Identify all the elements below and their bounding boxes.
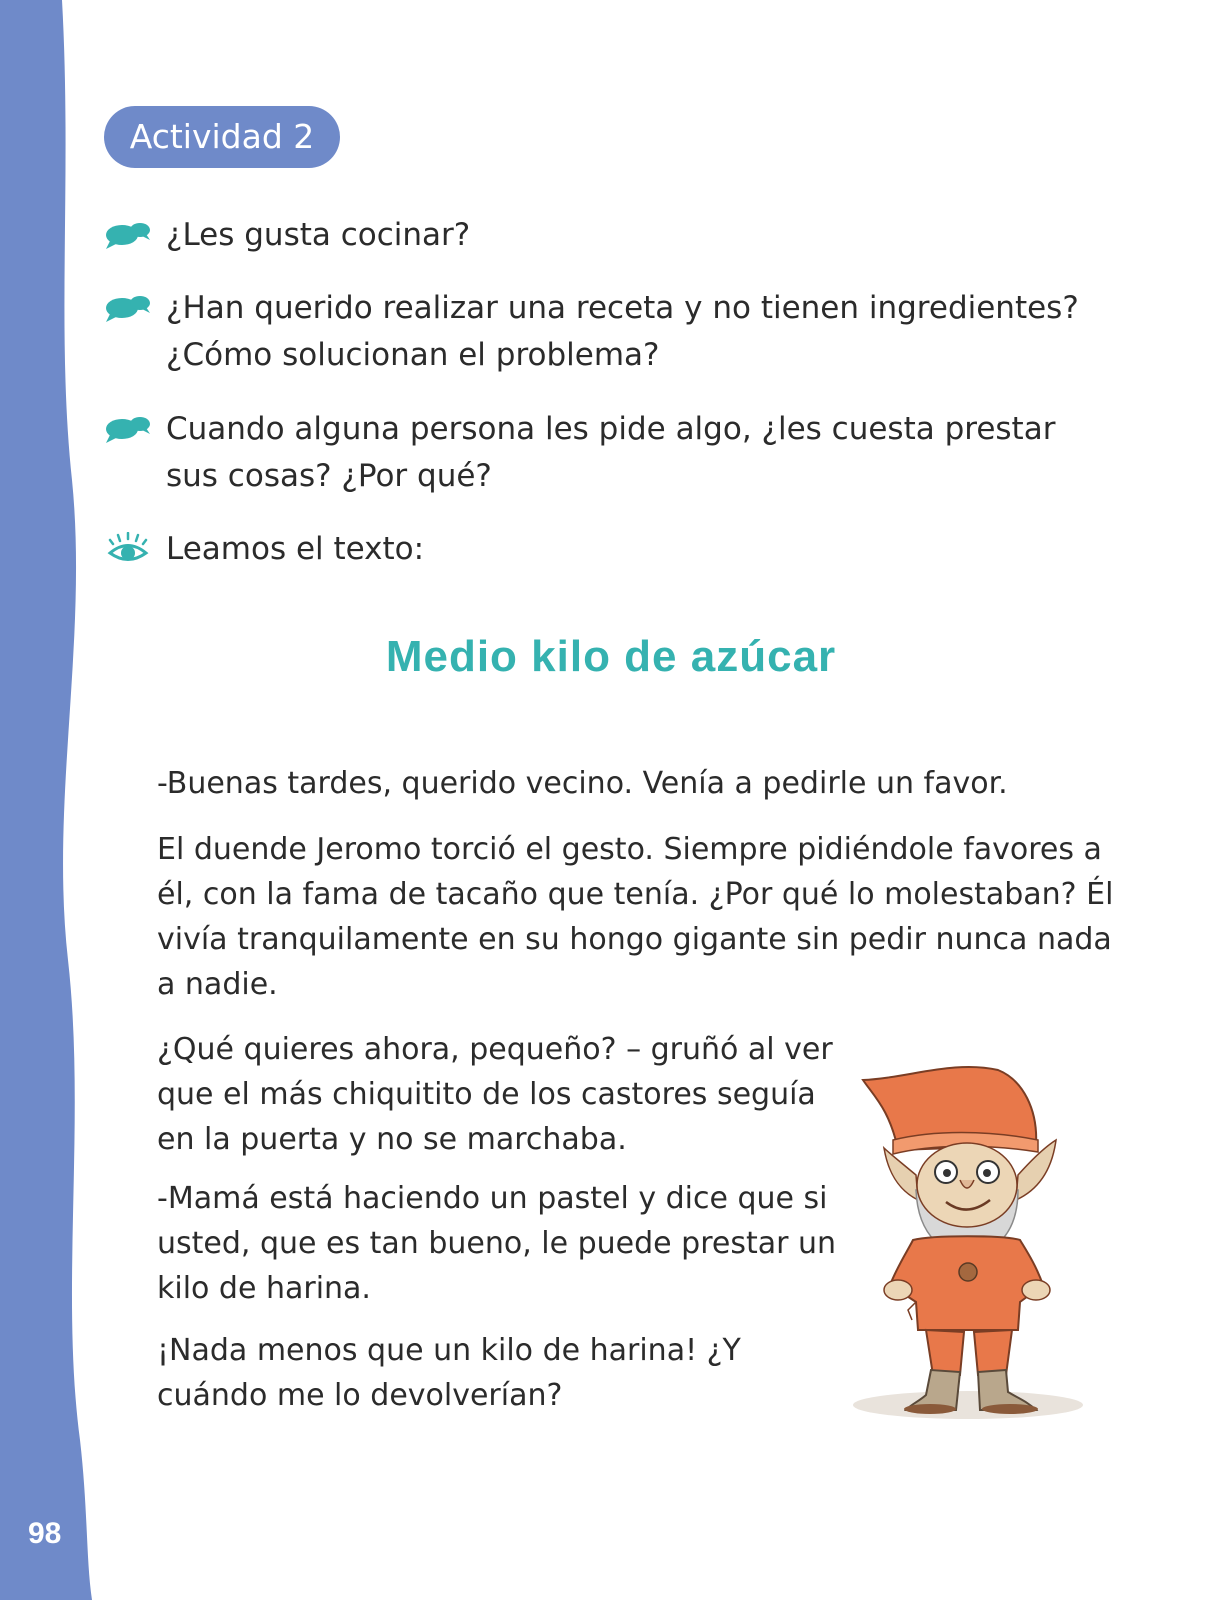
story-title: Medio kilo de azúcar	[385, 632, 837, 681]
side-band	[0, 0, 100, 1600]
question-text: ¿Les gusta cocinar?	[166, 217, 471, 253]
speech-bubbles-icon	[104, 220, 152, 250]
story-paragraph: -Mamá está haciendo un pastel y dice que si usted, que es tan bueno, le puede prestar un kilo de harina.	[157, 1181, 837, 1306]
read-instruction	[104, 526, 1104, 573]
question-text: Cuando alguna persona les pide algo, ¿les cuesta prestar sus cosas? ¿Por qué?	[166, 411, 1056, 494]
activity-label: Actividad 2	[104, 106, 340, 168]
story-paragraph: ¿Qué quieres ahora, pequeño? – gruñó al ver que el más chiquitito de los castores seguía en la puerta y no se marchaba.	[157, 1032, 833, 1157]
speech-bubbles-icon	[104, 293, 152, 323]
story-paragraph: ¡Nada menos que un kilo de harina! ¿Y cuándo me lo devolverían?	[157, 1333, 741, 1413]
speech-bubbles-icon	[104, 414, 152, 444]
gnome-illustration	[838, 1040, 1103, 1440]
eye-icon	[104, 532, 152, 566]
page-number: 98	[28, 1517, 62, 1550]
instruction-text: Leamos el texto:	[166, 531, 425, 567]
question-item	[104, 406, 1064, 500]
story-paragraph: -Buenas tardes, querido vecino. Venía a pedirle un favor.	[157, 766, 1008, 801]
story-paragraph: El duende Jeromo torció el gesto. Siempre pidiéndole favores a él, con la fama de tacaño que tenía. ¿Por qué lo molestaban? Él vivía tranquilamente en su hongo gigante sin pedir nunca nada a nadie.	[157, 832, 1114, 1002]
question-item	[104, 212, 1104, 259]
question-text: ¿Han querido realizar una receta y no tienen ingredientes? ¿Cómo solucionan el problema?	[166, 290, 1079, 373]
question-item	[104, 285, 1124, 379]
